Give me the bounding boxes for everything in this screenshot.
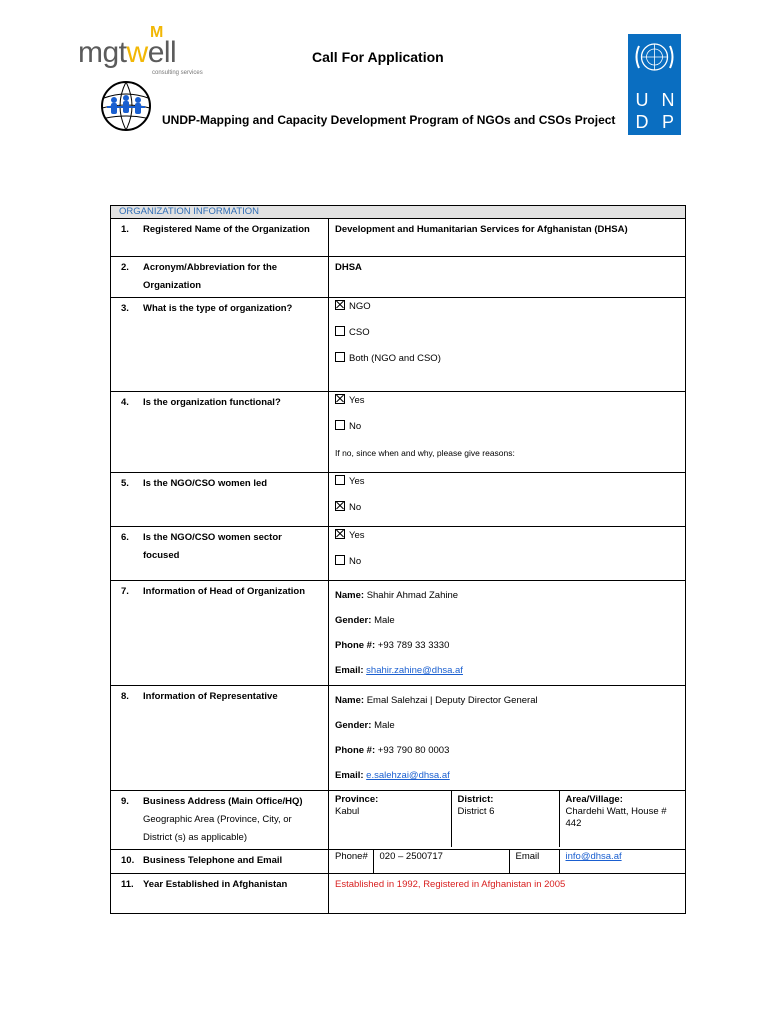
table-row [111,850,686,874]
province-label: Province: [335,794,379,805]
table-row [111,473,686,527]
document-subtitle: UNDP-Mapping and Capacity Development Program of NGOs and CSOs Project [162,113,616,127]
question-cell [111,392,329,473]
question-cell [111,874,329,914]
head-email-link[interactable]: shahir.zahine@dhsa.af [366,665,463,676]
question-cell [111,581,329,686]
organization-information-table [110,205,686,914]
contact-grid [329,850,685,873]
option-label: Both (NGO and CSO) [349,353,441,364]
question-text: Registered Name of the Organization [143,224,310,235]
answer-cell [329,298,686,392]
checkbox-yes[interactable] [335,529,345,539]
table-row [111,298,686,392]
province-cell [329,791,451,847]
option-note: If no, since when and why, please give reasons: [335,448,515,458]
document-title: Call For Application [312,49,444,65]
question-text: Information of Representative [143,691,278,702]
checkbox-yes[interactable] [335,475,345,485]
checkbox-no[interactable] [335,420,345,430]
question-cell [111,219,329,257]
head-email: Email: shahir.zahine@dhsa.af [335,665,463,676]
rep-email-link[interactable]: e.salehzai@dhsa.af [366,770,450,781]
question-text: Is the NGO/CSO women led [143,478,268,489]
un-emblem-icon [634,38,675,76]
rep-phone: Phone #: +93 790 80 0003 [335,745,450,756]
option-label: Yes [349,530,365,541]
area-label: Area/Village: [565,794,623,805]
row-number: 6. [121,532,129,543]
business-email-link[interactable]: info@dhsa.af [565,851,622,862]
question-note: Geographic Area (Province, City, or District (s) as applicable) [143,814,292,843]
question-cell [111,298,329,392]
row-number: 10. [121,855,135,866]
table-row [111,791,686,850]
province-value: Kabul [335,806,360,817]
undp-letter-u: U [635,90,649,110]
mgtwell-logo-word: mgtwell [78,36,177,69]
answer-cell [329,686,686,791]
answer-cell [329,791,686,850]
question-cell [111,791,329,850]
answer-cell [329,581,686,686]
district-cell [451,791,559,847]
question-text: What is the type of organization? [143,303,293,314]
table-row [111,686,686,791]
option-label: No [349,502,362,513]
district-label: District: [457,794,494,805]
phone-label: Phone# [329,850,373,873]
checkbox-cso[interactable] [335,326,345,336]
row-number: 3. [121,303,129,314]
table-row [111,219,686,257]
option-label: Yes [349,476,365,487]
address-grid [329,791,685,847]
mgtwell-logo-tagline: consulting services [152,70,203,76]
answer-cell [329,392,686,473]
answer-cell [329,473,686,527]
row-number: 11. [121,879,134,890]
checkbox-no[interactable] [335,555,345,565]
option-label: CSO [349,327,370,338]
table-row [111,527,686,581]
answer-cell [329,527,686,581]
option-label: No [349,421,362,432]
question-cell [111,527,329,581]
undp-letter-n: N [661,90,675,110]
rep-email: Email: e.salehzai@dhsa.af [335,770,450,781]
question-text: Information of Head of Organization [143,586,306,597]
head-name: Name: Shahir Ahmad Zahine [335,590,459,601]
question-cell [111,850,329,874]
question-text: Year Established in Afghanistan [143,879,288,890]
email-cell [559,850,685,873]
question-text: Acronym/Abbreviation for the Organization [143,262,278,291]
option-label: Yes [349,395,365,406]
rep-gender: Gender: Male [335,720,395,731]
district-value: District 6 [457,806,495,817]
table-row [111,581,686,686]
question-text: Business Address (Main Office/HQ) [143,796,303,807]
row-number: 9. [121,796,129,807]
answer-cell: Established in 1992, Registered in Afghanistan in 2005 [329,874,686,914]
undp-letter-p: P [661,112,674,132]
undp-letter-d: D [635,112,649,132]
row-number: 2. [121,262,129,273]
area-value: Chardehi Watt, House # 442 [565,806,667,829]
globe-people-icon [100,80,152,132]
option-label: No [349,556,362,567]
row-number: 7. [121,586,129,597]
row-number: 5. [121,478,129,489]
row-number: 1. [121,224,129,235]
checkbox-yes[interactable] [335,394,345,404]
option-label: NGO [349,301,371,312]
phone-value: 020 – 2500717 [373,850,509,873]
table-row [111,257,686,298]
section-header-row [111,206,686,219]
question-text: Business Telephone and Email [143,855,283,866]
email-label: Email [509,850,559,873]
checkbox-both[interactable] [335,352,345,362]
question-cell [111,473,329,527]
head-phone: Phone #: +93 789 33 3330 [335,640,450,651]
question-text: Is the NGO/CSO women sector focused [143,532,282,561]
answer-cell [329,850,686,874]
table-row [111,392,686,473]
mgtwell-logo-mark: M [150,24,161,41]
checkbox-no[interactable] [335,501,345,511]
rep-name: Name: Emal Salehzai | Deputy Director General [335,695,538,706]
undp-logo [628,34,681,135]
checkbox-ngo[interactable] [335,300,345,310]
question-text: Is the organization functional? [143,397,281,408]
table-row [111,874,686,914]
head-gender: Gender: Male [335,615,395,626]
answer-cell: DHSA [329,257,686,298]
answer-cell: Development and Humanitarian Services for Afghanistan (DHSA) [329,219,686,257]
section-title: ORGANIZATION INFORMATION [111,206,686,219]
mgtwell-logo [78,24,203,76]
area-cell [559,791,685,847]
question-cell [111,686,329,791]
row-number: 4. [121,397,129,408]
row-number: 8. [121,691,129,702]
globe-people-logo [100,80,152,132]
question-cell [111,257,329,298]
